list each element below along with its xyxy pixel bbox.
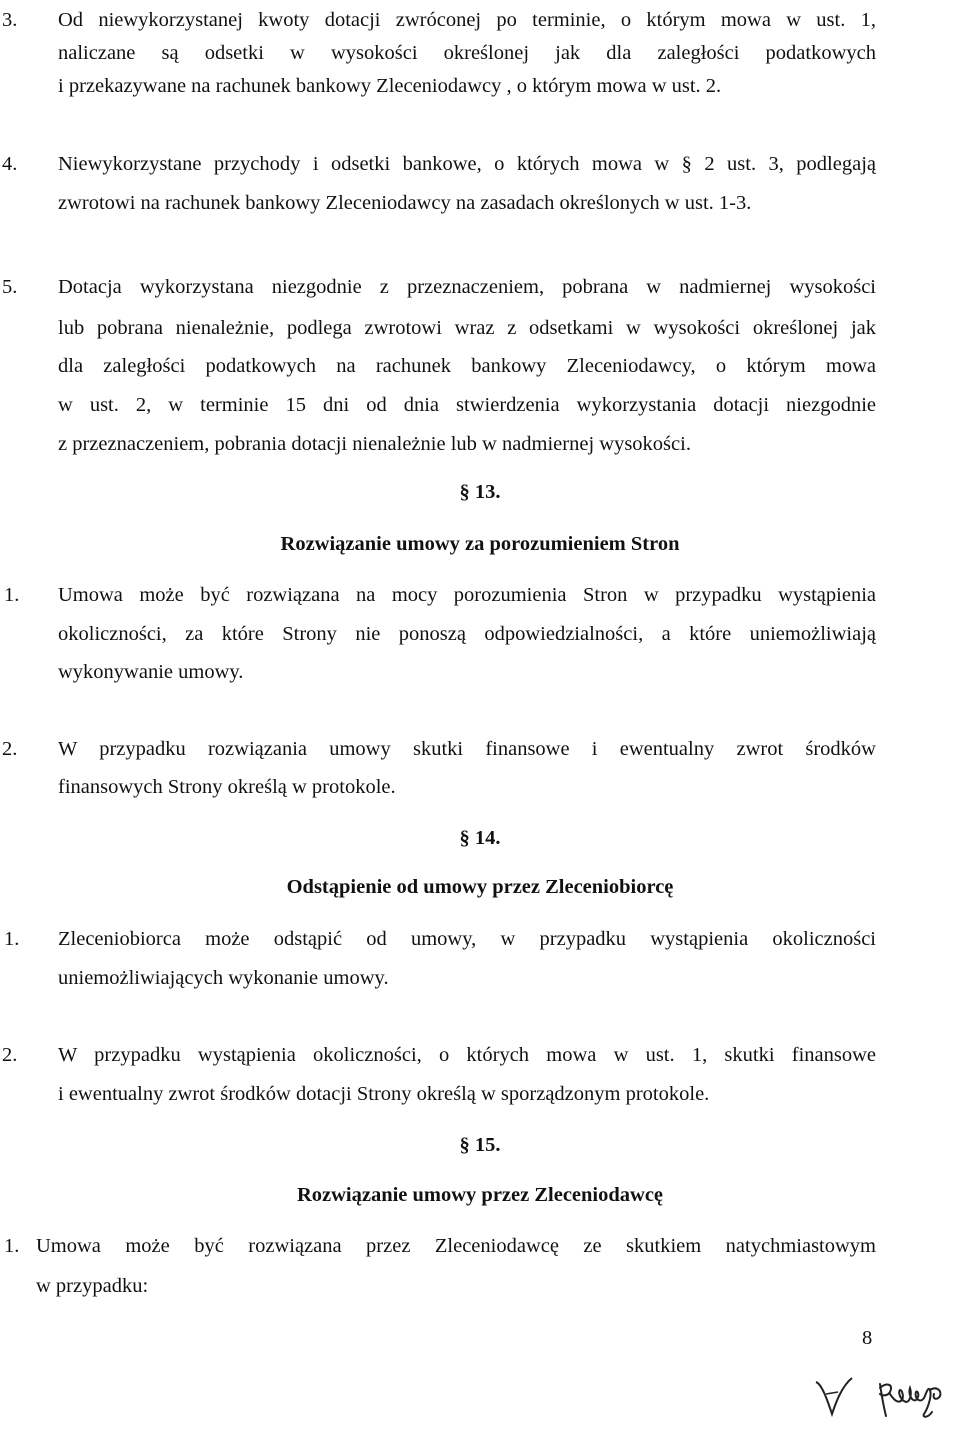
item-number: 2. — [2, 738, 18, 760]
paragraph-number: 5. — [2, 276, 18, 298]
section-title: Rozwiązanie umowy przez Zleceniodawcę — [296, 1184, 664, 1206]
item-number: 2. — [2, 1044, 18, 1066]
item-line: Umowa może być rozwiązana przez Zleceniodawcę ze skutkiem natychmiastowym — [36, 1235, 876, 1257]
item-number: 1. — [4, 584, 20, 606]
item-number: 1. — [4, 928, 20, 950]
paragraph-line: dla zaległości podatkowych na rachunek bankowy Zleceniodawcy, o którym mowa — [58, 355, 876, 377]
paragraph-number: 4. — [2, 153, 18, 175]
paragraph-line: lub pobrana nienależnie, podlega zwrotowi wraz z odsetkami w wysokości określonej jak — [58, 317, 876, 339]
item-line: W przypadku wystąpienia okoliczności, o których mowa w ust. 1, skutki finansowe — [58, 1044, 876, 1066]
item-number: 1. — [4, 1235, 20, 1257]
paragraph-line: w ust. 2, w terminie 15 dni od dnia stwierdzenia wykorzystania dotacji niezgodnie — [58, 394, 876, 416]
section-title: Rozwiązanie umowy za porozumieniem Stron — [280, 533, 680, 555]
paragraph-number: 3. — [2, 9, 18, 31]
section-number: § 13. — [459, 481, 501, 503]
item-line: W przypadku rozwiązania umowy skutki finansowe i ewentualny zwrot środków — [58, 738, 876, 760]
item-line: Zleceniobiorca może odstąpić od umowy, w przypadku wystąpienia okoliczności — [58, 928, 876, 950]
paragraph-line: Dotacja wykorzystana niezgodnie z przeznaczeniem, pobrana w nadmiernej wysokości — [58, 276, 876, 298]
item-line: Umowa może być rozwiązana na mocy porozumienia Stron w przypadku wystąpienia — [58, 584, 876, 606]
section-number: § 14. — [459, 827, 501, 849]
section-title: Odstąpienie od umowy przez Zleceniobiorcę — [286, 876, 674, 898]
item-line: wykonywanie umowy. — [58, 661, 244, 683]
item-line: okoliczności, za które Strony nie ponoszą odpowiedzialności, a które uniemożliwiają — [58, 623, 876, 645]
paragraph-line: naliczane są odsetki w wysokości określonej jak dla zaległości podatkowych — [58, 42, 876, 64]
paragraph-line: Niewykorzystane przychody i odsetki bankowe, o których mowa w § 2 ust. 3, podlegają — [58, 153, 876, 175]
page-number: 8 — [862, 1327, 873, 1349]
item-line: i ewentualny zwrot środków dotacji Strony określą w sporządzonym protokole. — [58, 1083, 710, 1105]
item-line: w przypadku: — [36, 1275, 149, 1297]
signature-image — [812, 1364, 952, 1426]
paragraph-line: zwrotowi na rachunek bankowy Zleceniodawcy na zasadach określonych w ust. 1-3. — [58, 192, 752, 214]
item-line: uniemożliwiających wykonanie umowy. — [58, 967, 389, 989]
paragraph-line: i przekazywane na rachunek bankowy Zleceniodawcy , o którym mowa w ust. 2. — [58, 75, 722, 97]
section-number: § 15. — [459, 1134, 501, 1156]
item-line: finansowych Strony określą w protokole. — [58, 776, 396, 798]
paragraph-line: Od niewykorzystanej kwoty dotacji zwróconej po terminie, o którym mowa w ust. 1, — [58, 9, 876, 31]
paragraph-line: z przeznaczeniem, pobrania dotacji nienależnie lub w nadmiernej wysokości. — [58, 433, 691, 455]
